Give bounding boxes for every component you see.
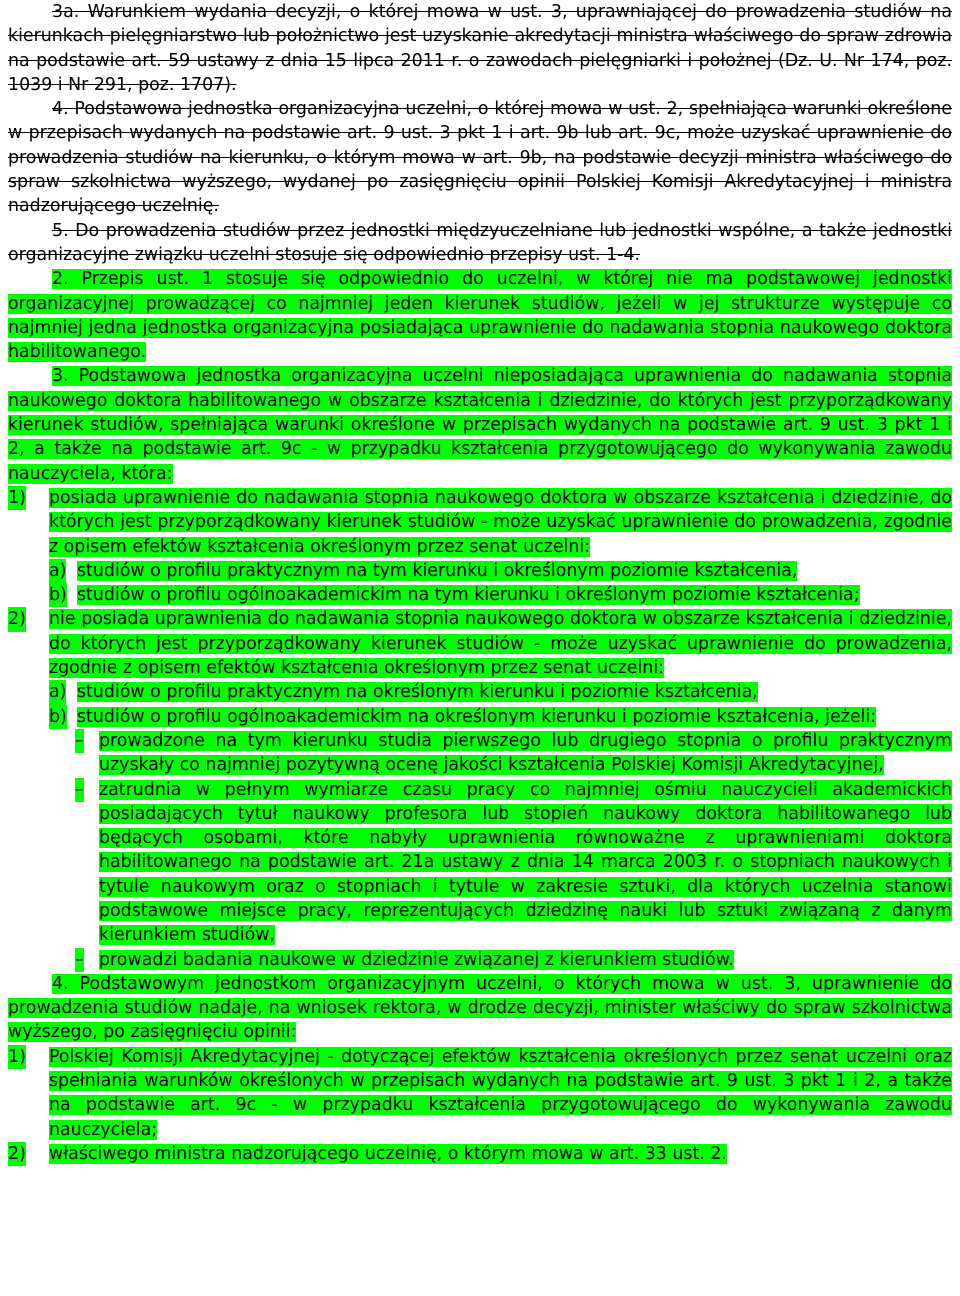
list-item-text: posiada uprawnienie do nadawania stopnia naukowego doktora w obszarze kształcenia i dziedzinie, do których jest przyporządkowany kierunek studiów - może uzyskać uprawnienie do prowadzenia, zgodnie z opisem efektów kształcenia określonym przez senat uczelni:: [49, 487, 952, 557]
dash-item-1: [8, 729, 952, 778]
deleted-paragraph-4: 4. Podstawowa jednostka organizacyjna uczelni, o której mowa w ust. 2, spełniająca warunki określone w przepisach wydanych na podstawie art. 9 ust. 3 pkt 1 i art. 9b lub art. 9c, może uzyskać uprawnienie do prowadzenia studiów na kierunku, o którym mowa w art. 9b, na podstawie decyzji ministra właściwego do spraw szkolnictwa wyższego, wydanej po zasięgnięciu opinii Polskiej Komisji Akredytacyjnej i ministra nadzorującego uczelnię.: [8, 99, 952, 217]
paragraph-2-text: 2. Przepis ust. 1 stosuje się odpowiednio do uczelni, w której nie ma podstawowej jednostki organizacyjnej prowadzącej co najmniej jeden kierunek studiów, jeżeli w jej strukturze występuje co najmniej jedna jednostka organizacyjna posiadająca uprawnienie do nadawania stopnia naukowego doktora habilitowanego.: [8, 269, 952, 363]
list-item-text: właściwego ministra nadzorującego uczelnię, o którym mowa w art. 33 ust. 2.: [49, 1143, 727, 1164]
paragraph-3-intro: [8, 364, 952, 485]
dash-item-2: [8, 778, 952, 948]
dash-item-text: zatrudnia w pełnym wymiarze czasu pracy co najmniej ośmiu nauczycieli akademickich posiadających tytuł naukowy profesora lub stopień naukowy doktora habilitowanego lub będących osobami, które nabyły uprawnienia równoważne z uprawnieniami doktora habilitowanego na podstawie art. 21a ustawy z dnia 14 marca 2003 r. o stopniach naukowych i tytule naukowym oraz o stopniach i tytule w zakresie sztuki, dla których uczelnia stanowi podstawowe miejsce pracy, reprezentujących dziedzinę nauki lub sztuki związaną z danym kierunkiem studiów,: [99, 779, 952, 946]
list-number: 1): [8, 1045, 26, 1069]
paragraph-4-intro: [8, 972, 952, 1045]
dash-bullet: –: [75, 729, 84, 753]
sub-item-3-1-b: [8, 583, 952, 607]
sub-item-letter: a): [49, 559, 66, 583]
list-number: 2): [8, 1142, 26, 1166]
sub-item-text: studiów o profilu praktycznym na tym kierunku i określonym poziomie kształcenia,: [77, 560, 798, 581]
dash-item-text: prowadzi badania naukowe w dziedzinie związanej z kierunkiem studiów.: [99, 949, 734, 970]
list-item-text: nie posiada uprawnienia do nadawania stopnia naukowego doktora w obszarze kształcenia i dziedzinie, do których jest przyporządkowany kierunek studiów - może uzyskać uprawnienie do prowadzenia, zgodnie z opisem efektów kształcenia określonym przez senat uczelni:: [49, 609, 952, 679]
deleted-paragraph-5: 5. Do prowadzenia studiów przez jednostki międzyuczelniane lub jednostki wspólne, a także jednostki organizacyjne związku uczelni stosuje się odpowiednio przepisy ust. 1-4.: [8, 220, 952, 265]
sub-item-3-2-b: [8, 705, 952, 729]
dash-bullet: –: [75, 778, 84, 802]
sub-item-text: studiów o profilu praktycznym na określonym kierunku i poziomie kształcenia,: [77, 682, 758, 703]
deleted-paragraph-3a: 3a. Warunkiem wydania decyzji, o której mowa w ust. 3, uprawniającej do prowadzenia studiów na kierunkach pielęgniarstwo lub położnictwo jest uzyskanie akredytacji ministra właściwego do spraw zdrowia na podstawie art. 59 ustawy z dnia 15 lipca 2011 r. o zawodach pielęgniarki i położnej (Dz. U. Nr 174, poz. 1039 i Nr 291, poz. 1707).: [8, 2, 952, 95]
list-number: 2): [8, 607, 26, 631]
sub-item-letter: b): [49, 705, 67, 729]
sub-item-3-1-a: [8, 559, 952, 583]
dash-item-text: prowadzone na tym kierunku studia pierwszego lub drugiego stopnia o profilu praktycznym uzyskały co najmniej pozytywną ocenę jakości kształcenia Polskiej Komisji Akredytacyjnej,: [99, 730, 952, 776]
paragraph-4-intro-text: 4. Podstawowym jednostkom organizacyjnym uczelni, o których mowa w ust. 3, uprawnienie do prowadzenia studiów nadaje, na wniosek rektora, w drodze decyzji, minister właściwy do spraw szkolnictwa wyższego, po zasięgnięciu opinii:: [8, 973, 952, 1043]
sub-item-letter: b): [49, 583, 67, 607]
list-item-3-1: [8, 486, 952, 559]
list-number: 1): [8, 486, 26, 510]
dash-item-3: [8, 948, 952, 972]
paragraph-2: [8, 267, 952, 364]
list-item-text: Polskiej Komisji Akredytacyjnej - dotyczącej efektów kształcenia określonych przez senat uczelni oraz spełniania warunków określonych w przepisach wydanych na podstawie art. 9 ust. 3 pkt 1 i 2, a także na podstawie art. 9c - w przypadku kształcenia przygotowującego do wykonywania zawodu nauczyciela;: [49, 1046, 952, 1140]
sub-item-text: studiów o profilu ogólnoakademickim na tym kierunku i określonym poziomie kształcenia;: [77, 585, 860, 606]
paragraph-3-intro-text: 3. Podstawowa jednostka organizacyjna uczelni nieposiadająca uprawnienia do nadawania stopnia naukowego doktora habilitowanego w obszarze kształcenia i dziedzinie, do których jest przyporządkowany kierunek studiów, spełniająca warunki określone w przepisach wydanych na podstawie art. 9 ust. 3 pkt 1 i 2, a także na podstawie art. 9c - w przypadku kształcenia przygotowującego do wykonywania zawodu nauczyciela, która:: [8, 366, 952, 484]
list-item-4-1: [8, 1045, 952, 1142]
list-item-3-2: [8, 607, 952, 680]
list-item-4-2: [8, 1142, 952, 1166]
dash-bullet: –: [75, 948, 84, 972]
sub-item-3-2-a: [8, 680, 952, 704]
sub-item-text: studiów o profilu ogólnoakademickim na określonym kierunku i poziomie kształcenia, jeżeli:: [77, 706, 877, 727]
document-page: [8, 0, 952, 1166]
sub-item-letter: a): [49, 680, 66, 704]
